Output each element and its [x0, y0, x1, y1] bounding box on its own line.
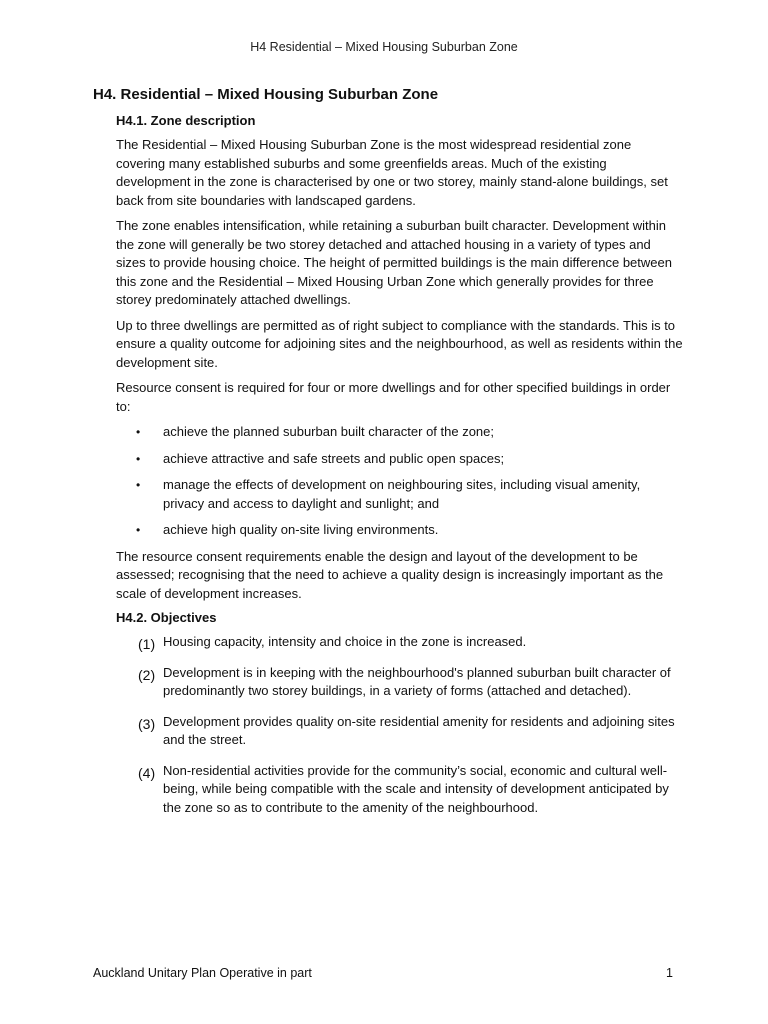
objective-number: (3)	[138, 715, 156, 732]
objective-number: (1)	[138, 636, 156, 652]
objectives-heading: H4.2. Objectives	[116, 610, 217, 625]
list-item-text: achieve attractive and safe streets and public open spaces;	[163, 450, 505, 466]
paragraph: The resource consent requirements enable the design and layout of the development to be assessed; recognising that the need to achieve a quality design is increasingly important as the scale of development increases.	[116, 548, 664, 601]
paragraph: Up to three dwellings are permitted as of right subject to compliance with the standards. This is to ensure a quality outcome for adjoining sites and the neighbourhood, as well as residents within the development site.	[116, 317, 683, 370]
paragraph: The Residential – Mixed Housing Suburban Zone is the most widespread residential zone covering many established suburbs and some greenfields areas. Much of the existing development in the zone is characterised by one or two storey, mainly stand-alone buildings, set back from site boundaries with landscaped gardens.	[116, 137, 668, 208]
objective-item	[116, 762, 683, 818]
objective-text: Development is in keeping with the neighbourhood's planned suburban built character of predominantly two storey buildings, in a variety of forms (attached and detached).	[163, 664, 671, 698]
objective-text: Housing capacity, intensity and choice in the zone is increased.	[163, 634, 527, 649]
bullet-icon: •	[136, 451, 141, 466]
list-item	[116, 521, 683, 540]
list-item	[116, 423, 683, 442]
list-item-text: manage the effects of development on neighbouring sites, including visual amenity, privacy and access to daylight and sunlight; and	[163, 477, 641, 511]
list-item	[116, 450, 683, 469]
zone-description-heading: H4.1. Zone description	[116, 113, 256, 128]
objectives-list	[116, 633, 683, 817]
list-item	[116, 476, 683, 513]
page-number: 1	[666, 966, 673, 980]
bullet-list	[116, 423, 683, 540]
objective-item	[116, 664, 683, 701]
bullet-icon: •	[136, 425, 141, 439]
paragraph: Resource consent is required for four or more dwellings and for other specified buildings in order to:	[116, 380, 671, 414]
objective-text: Non-residential activities provide for the community’s social, economic and cultural well-being, while being compatible with the scale and intensity of development anticipated by the zone so as to contribute to the amenity of the neighbourhood.	[163, 762, 669, 815]
page-title: H4. Residential – Mixed Housing Suburban Zone	[93, 86, 439, 103]
objective-number: (4)	[138, 764, 156, 781]
footer-document-name: Auckland Unitary Plan Operative in part	[93, 966, 312, 980]
bullet-icon: •	[136, 523, 141, 537]
objective-number: (2)	[138, 666, 156, 683]
document-body	[93, 86, 683, 829]
list-item-text: achieve the planned suburban built character of the zone;	[163, 424, 495, 439]
zone-description-section	[116, 113, 683, 817]
bullet-icon: •	[136, 478, 141, 492]
objective-text: Development provides quality on-site residential amenity for residents and adjoining sites and the street.	[163, 713, 675, 747]
objective-item	[116, 633, 683, 652]
objective-item	[116, 713, 683, 750]
running-header: H4 Residential – Mixed Housing Suburban Zone	[250, 40, 518, 54]
paragraph: The zone enables intensification, while retaining a suburban built character. Development within the zone will generally be two storey detached and attached housing in a variety of types and sizes to provide housing choice. The height of permitted buildings is the main difference between this zone and the Residential – Mixed Housing Urban Zone which generally provides for three storey predominately attached dwellings.	[116, 218, 672, 307]
list-item-text: achieve high quality on-site living environments.	[163, 522, 439, 537]
